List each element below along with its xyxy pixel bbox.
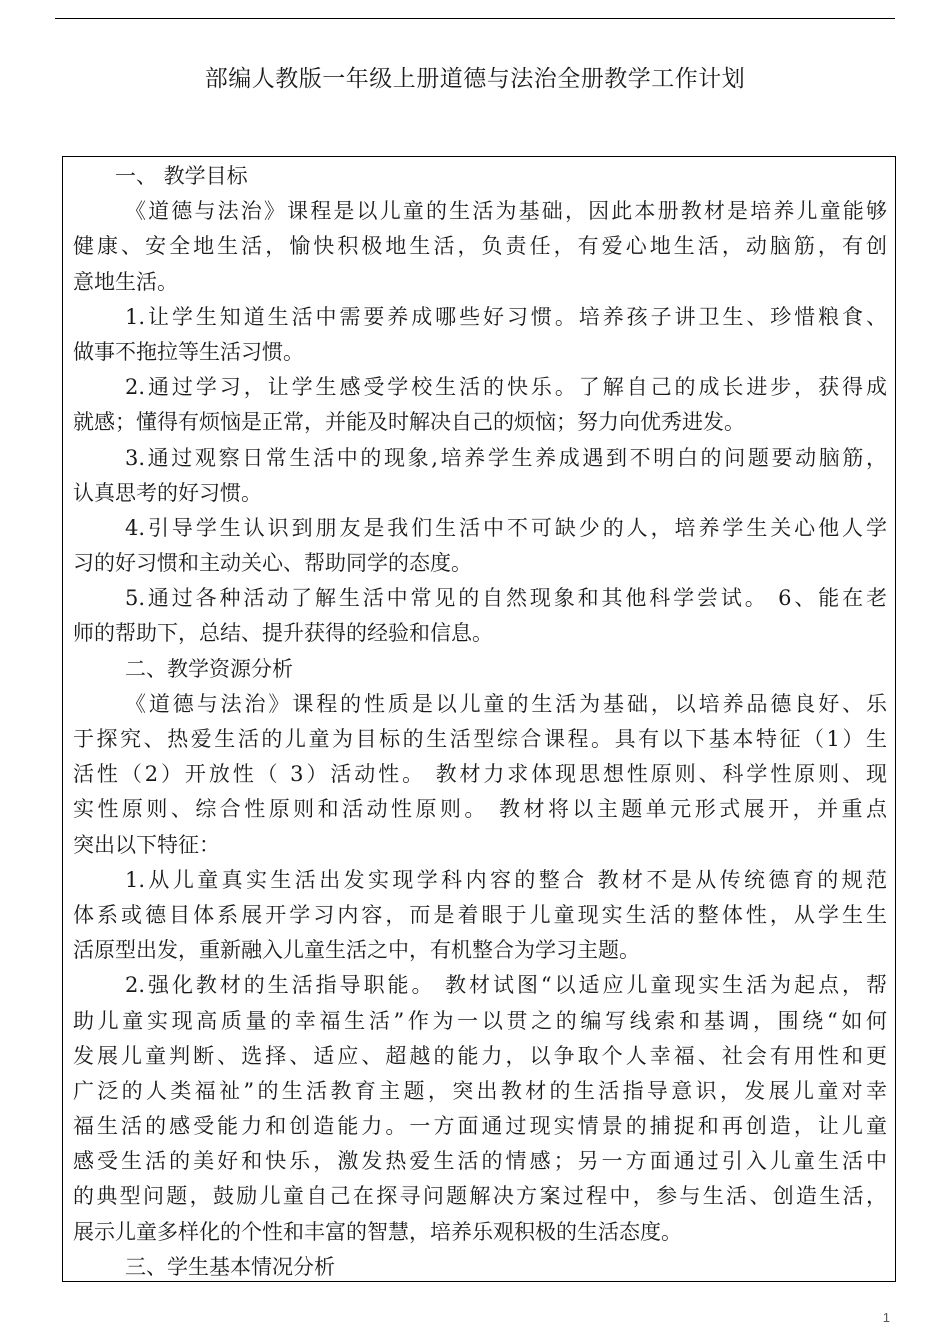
text-line: 广泛的人类福祉”的生活教育主题，突出教材的生活指导意识，发展儿童对幸 (73, 1078, 887, 1103)
text-line: 4.引导学生认识到朋友是我们生活中不可缺少的人，培养学生关心他人学 (125, 515, 887, 540)
text-line: 就感；懂得有烦恼是正常，并能及时解决自己的烦恼；努力向优秀进发。 (73, 410, 745, 435)
content-box (62, 156, 896, 1282)
text-line: 健康、安全地生活，愉快积极地生活，负责任，有爱心地生活，动脑筋，有创 (73, 234, 887, 259)
text-line: 5.通过各种活动了解生活中常见的自然现象和其他科学尝试。 6、能在老 (125, 586, 887, 611)
text-line: 于探究、热爱生活的儿童为目标的生活型综合课程。具有以下基本特征（1）生 (73, 727, 887, 751)
text-line: 习的好习惯和主动关心、帮助同学的态度。 (73, 551, 472, 576)
document-title: 部编人教版一年级上册道德与法治全册教学工作计划 (204, 66, 746, 92)
text-line: 《道德与法治》课程的性质是以儿童的生活为基础，以培养品德良好、乐 (125, 691, 887, 716)
text-line: 做事不拖拉等生活习惯。 (73, 339, 304, 364)
text-line: 感受生活的美好和快乐，激发热爱生活的情感；另一方面通过引入儿童生活中 (73, 1149, 887, 1174)
text-line: 3.通过观察日常生活中的现象,培养学生养成遇到不明白的问题要动脑筋， (125, 445, 887, 470)
text-line: 实性原则、综合性原则和活动性原则。 教材将以主题单元形式展开，并重点 (73, 797, 887, 822)
text-line: 突出以下特征： (73, 832, 220, 857)
text-line: 活性（2）开放性（ 3）活动性。 教材力求体现思想性原则、科学性原则、现 (73, 762, 887, 787)
text-line: 活原型出发，重新融入儿童生活之中，有机整合为学习主题。 (73, 938, 640, 963)
text-line: 福生活的感受能力和创造能力。一方面通过现实情景的捕捉和再创造，让儿童 (73, 1114, 887, 1139)
text-line: 1.从儿童真实生活出发实现学科内容的整合 教材不是从传统德育的规范 (125, 867, 887, 892)
text-line: 《道德与法治》课程是以儿童的生活为基础，因此本册教材是培养儿童能够 (125, 199, 887, 224)
page-number: 1 (882, 1310, 890, 1325)
section-heading: 三、学生基本情况分析 (125, 1254, 335, 1279)
text-line: 2.通过学习，让学生感受学校生活的快乐。了解自己的成长进步，获得成 (125, 375, 887, 400)
text-line: 2.强化教材的生活指导职能。 教材试图“以适应儿童现实生活为起点，帮 (125, 973, 887, 998)
text-line: 意地生活。 (73, 269, 178, 294)
text-line: 体系或德目体系展开学习内容，而是着眼于儿童现实生活的整体性，从学生生 (73, 902, 887, 927)
section-heading: 二、教学资源分析 (125, 656, 293, 681)
header-rule (55, 18, 895, 19)
text-line: 展示儿童多样化的个性和丰富的智慧，培养乐观积极的生活态度。 (73, 1219, 682, 1244)
text-line: 师的帮助下，总结、提升获得的经验和信息。 (73, 621, 493, 646)
text-line: 的典型问题，鼓励儿童自己在探寻问题解决方案过程中，参与生活、创造生活， (73, 1184, 887, 1209)
text-line: 发展儿童判断、选择、适应、超越的能力，以争取个人幸福、社会有用性和更 (73, 1043, 887, 1068)
text-line: 认真思考的好习惯。 (73, 480, 262, 505)
section-heading: 一、 教学目标 (115, 164, 248, 188)
text-line: 助儿童实现高质量的幸福生活”作为一以贯之的编写线索和基调，围绕“如何 (73, 1008, 887, 1033)
text-line: 1.让学生知道生活中需要养成哪些好习惯。培养孩子讲卫生、珍惜粮食、 (125, 304, 887, 329)
